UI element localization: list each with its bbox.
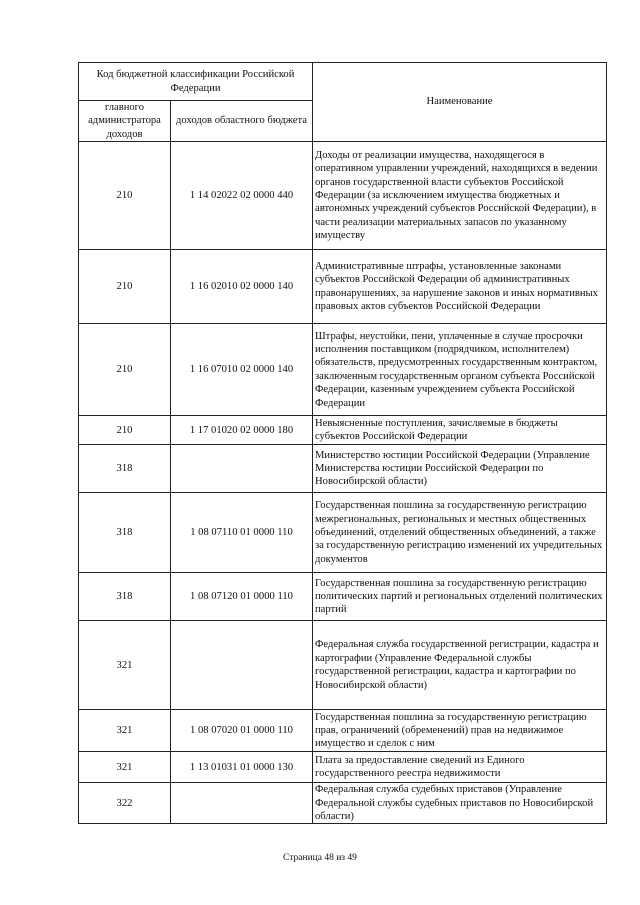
revenue-code-cell (171, 621, 313, 710)
revenue-name-cell: Невыясненные поступления, зачисляемые в бюджеты субъектов Российской Федерации (313, 416, 607, 445)
revenue-code-cell: 1 08 07120 01 0000 110 (171, 573, 313, 621)
table-section-row (79, 621, 607, 710)
table-body (79, 142, 607, 824)
admin-code-cell: 318 (79, 445, 171, 493)
revenue-code-cell: 1 08 07020 01 0000 110 (171, 710, 313, 752)
revenue-name-cell: Министерство юстиции Российской Федерации (Управление Министерства юстиции Российской Федерации по Новосибирской области) (313, 445, 607, 493)
admin-code-cell: 210 (79, 416, 171, 445)
table-section-row (79, 445, 607, 493)
revenue-code-cell: 1 16 02010 02 0000 140 (171, 250, 313, 324)
revenue-name-cell: Плата за предоставление сведений из Единого государственного реестра недвижимости (313, 752, 607, 783)
budget-classification-table (78, 62, 607, 824)
header-name-column: Наименование (313, 63, 607, 142)
admin-code-cell: 322 (79, 783, 171, 824)
admin-code-cell: 210 (79, 250, 171, 324)
table-row (79, 710, 607, 752)
revenue-code-cell (171, 445, 313, 493)
revenue-name-cell: Доходы от реализации имущества, находящегося в оперативном управлении учреждений, находящихся в ведении органов государственной власти субъектов Российской Федерации (за исключением имущества бюджетных и автономных учреждений субъектов Российской Федерации), в части реализации материальных запасов по указанному имуществу (313, 142, 607, 250)
page-footer: Страница 48 из 49 (283, 853, 357, 863)
header-revenue-code-column: доходов областного бюджета (171, 101, 313, 142)
revenue-code-cell: 1 17 01020 02 0000 180 (171, 416, 313, 445)
table-row (79, 752, 607, 783)
revenue-name-cell: Административные штрафы, установленные законами субъектов Российской Федерации об административных правонарушениях, за нарушение законов и иных нормативных правовых актов субъектов Российской Федерации (313, 250, 607, 324)
header-admin-column: главного администратора доходов (79, 101, 171, 142)
revenue-name-cell: Государственная пошлина за государственную регистрацию прав, ограничений (обременений) прав на недвижимое имущество и сделок с ним (313, 710, 607, 752)
revenue-name-cell: Государственная пошлина за государственную регистрацию межрегиональных, региональных и местных общественных объединений, отделений общественных объединений, а также за государственную регистрацию изменений их учредительных документов (313, 493, 607, 573)
table-header (79, 63, 607, 142)
admin-code-cell: 318 (79, 493, 171, 573)
table-section-row (79, 783, 607, 824)
revenue-code-cell (171, 783, 313, 824)
admin-code-cell: 318 (79, 573, 171, 621)
header-group-title: Код бюджетной классификации Российской Федерации (79, 63, 313, 101)
table-row (79, 416, 607, 445)
table-row (79, 493, 607, 573)
table-row (79, 324, 607, 416)
revenue-code-cell: 1 14 02022 02 0000 440 (171, 142, 313, 250)
admin-code-cell: 321 (79, 621, 171, 710)
admin-code-cell: 321 (79, 752, 171, 783)
revenue-code-cell: 1 13 01031 01 0000 130 (171, 752, 313, 783)
table-row (79, 573, 607, 621)
revenue-name-cell: Государственная пошлина за государственную регистрацию политических партий и региональных отделений политических партий (313, 573, 607, 621)
revenue-code-cell: 1 16 07010 02 0000 140 (171, 324, 313, 416)
admin-code-cell: 210 (79, 142, 171, 250)
revenue-name-cell: Федеральная служба государственной регистрации, кадастра и картографии (Управление Федеральной службы государственной регистрации, кадастра и картографии по Новосибирской области) (313, 621, 607, 710)
revenue-code-cell: 1 08 07110 01 0000 110 (171, 493, 313, 573)
revenue-name-cell: Федеральная служба судебных приставов (Управление Федеральной службы судебных приставов по Новосибирской области) (313, 783, 607, 824)
table-row (79, 250, 607, 324)
admin-code-cell: 321 (79, 710, 171, 752)
revenue-name-cell: Штрафы, неустойки, пени, уплаченные в случае просрочки исполнения поставщиком (подрядчиком, исполнителем) обязательств, предусмотренных государственным контрактом, заключенным государственным органом субъекта Российской Федерации, казенным учреждением субъекта Российской Федерации (313, 324, 607, 416)
admin-code-cell: 210 (79, 324, 171, 416)
table-row (79, 142, 607, 250)
